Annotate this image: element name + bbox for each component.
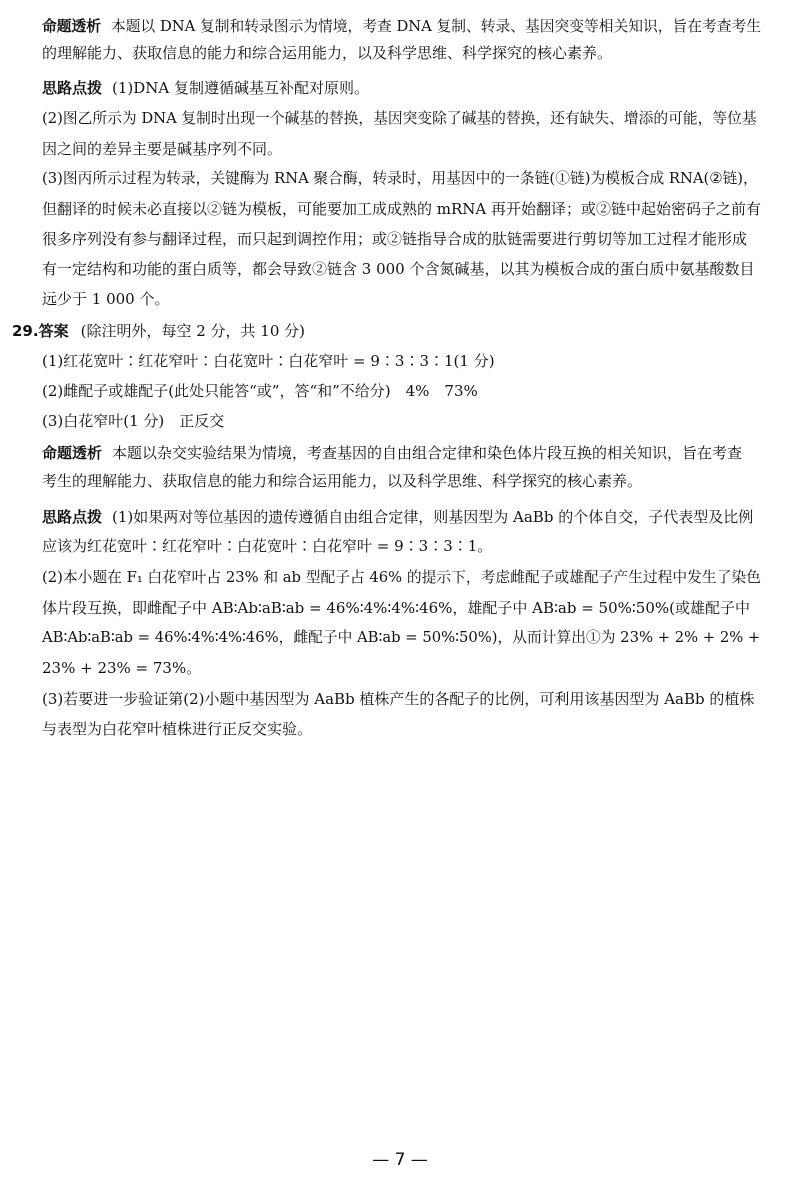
analysis-text: 本题以 DNA 复制和转录图示为情境，考查 DNA 复制、转录、基因突变等相关知识，旨在考查考生 xyxy=(111,18,762,35)
hint-text: (2)本小题在 F₁ 白花窄叶占 23% 和 ab 型配子占 46% 的提示下，考虑雌配子或雄配子产生过程中发生了染色 xyxy=(42,569,761,586)
hint-line xyxy=(42,657,201,679)
hint-line xyxy=(42,77,369,99)
answer-line xyxy=(42,380,478,402)
hint-text: 23% + 23% = 73%。 xyxy=(42,659,202,677)
hint-line xyxy=(42,108,757,130)
hint-text: (3)若要进一步验证第(2)小题中基因型为 AaBb 植株产生的各配子的比例，可利用该基因型为 AaBb 的植株 xyxy=(42,690,755,708)
hint-text: (1)DNA 复制遵循碱基互补配对原则。 xyxy=(112,79,370,97)
hint-line xyxy=(42,288,169,310)
hint-text: 与表型为白花窄叶植株进行正反交实验。 xyxy=(42,720,313,738)
hint-text: (2)图乙所示为 DNA 复制时出现一个碱基的替换，基因突变除了碱基的替换，还有缺失、增添的可能，等位基 xyxy=(42,110,757,127)
hint-text: 有一定结构和功能的蛋白质等，都会导致②链含 3 000 个含氮碱基，以其为模板合成的蛋白质中氨基酸数目 xyxy=(42,260,755,278)
hint-line xyxy=(42,168,758,190)
hint-label: 思路点拨 xyxy=(42,508,103,526)
hint-line xyxy=(42,627,760,649)
question-number: 29. xyxy=(12,322,39,340)
answer-text: (3)白花窄叶(1 分) 正反交 xyxy=(42,412,225,430)
hint-text: 应该为红花宽叶∶红花窄叶∶白花宽叶∶白花窄叶 = 9∶3∶3∶1。 xyxy=(42,537,493,555)
analysis-label: 命题透析 xyxy=(42,444,103,462)
hint-line xyxy=(42,228,747,250)
hint-line xyxy=(42,718,312,740)
hint-text: (1)如果两对等位基因的遗传遵循自由组合定律，则基因型为 AaBb 的个体自交，子代表型及比例 xyxy=(112,508,754,526)
analysis-line xyxy=(42,470,642,492)
hint-text: AB∶Ab∶aB∶ab = 46%∶4%∶4%∶46%，雌配子中 AB∶ab = 50%∶50%)，从而计算出①为 23% + 2% + 2% + xyxy=(42,629,761,646)
answer-line xyxy=(42,410,224,432)
hint-text: (3)图丙所示过程为转录，关键酶为 RNA 聚合酶，转录时，用基因中的一条链(①链)为模板合成 RNA(②链)， xyxy=(42,170,758,187)
analysis-line xyxy=(42,16,761,38)
hint-line xyxy=(42,535,492,557)
hint-text: 远少于 1 000 个。 xyxy=(42,290,170,308)
hint-line xyxy=(42,258,754,280)
analysis-label: 命题透析 xyxy=(42,18,101,35)
hint-label: 思路点拨 xyxy=(42,79,103,97)
hint-line xyxy=(42,597,750,619)
analysis-line xyxy=(42,442,742,464)
hint-text: 很多序列没有参与翻译过程，而只起到调控作用；或②链指导合成的肽链需要进行剪切等加工过程才能形成 xyxy=(42,230,748,248)
hint-line xyxy=(42,688,754,710)
answer-line xyxy=(42,350,495,372)
answer-header xyxy=(12,320,305,342)
answer-label: 答案 xyxy=(38,322,69,340)
page-number: — 7 — xyxy=(372,1150,428,1170)
hint-text: 体片段互换，即雌配子中 AB∶Ab∶aB∶ab = 46%∶4%∶4%∶46%，雄配子中 AB∶ab = 50%∶50%(或雄配子中 xyxy=(42,599,750,617)
analysis-line xyxy=(42,42,612,64)
hint-text: 因之间的差异主要是碱基序列不同。 xyxy=(42,140,283,158)
hint-line xyxy=(42,567,761,589)
answer-text: (1)红花宽叶∶红花窄叶∶白花宽叶∶白花窄叶 = 9∶3∶3∶1(1 分) xyxy=(42,352,495,370)
analysis-text: 的理解能力、获取信息的能力和综合运用能力，以及科学思维、科学探究的核心素养。 xyxy=(42,44,613,62)
answer-note: (除注明外，每空 2 分，共 10 分) xyxy=(80,322,306,340)
answer-text: (2)雌配子或雄配子(此处只能答“或”，答“和”不给分) 4% 73% xyxy=(42,382,478,400)
hint-text: 但翻译的时候未必直接以②链为模板，可能要加工成成熟的 mRNA 再开始翻译；或②链中起始密码子之前有 xyxy=(42,200,762,218)
hint-line xyxy=(42,198,761,220)
hint-line xyxy=(42,138,282,160)
analysis-text: 本题以杂交实验结果为情境，考查基因的自由组合定律和染色体片段互换的相关知识，旨在考查 xyxy=(112,444,743,462)
analysis-text: 考生的理解能力、获取信息的能力和综合运用能力，以及科学思维、科学探究的核心素养。 xyxy=(42,472,643,490)
hint-line xyxy=(42,506,753,528)
